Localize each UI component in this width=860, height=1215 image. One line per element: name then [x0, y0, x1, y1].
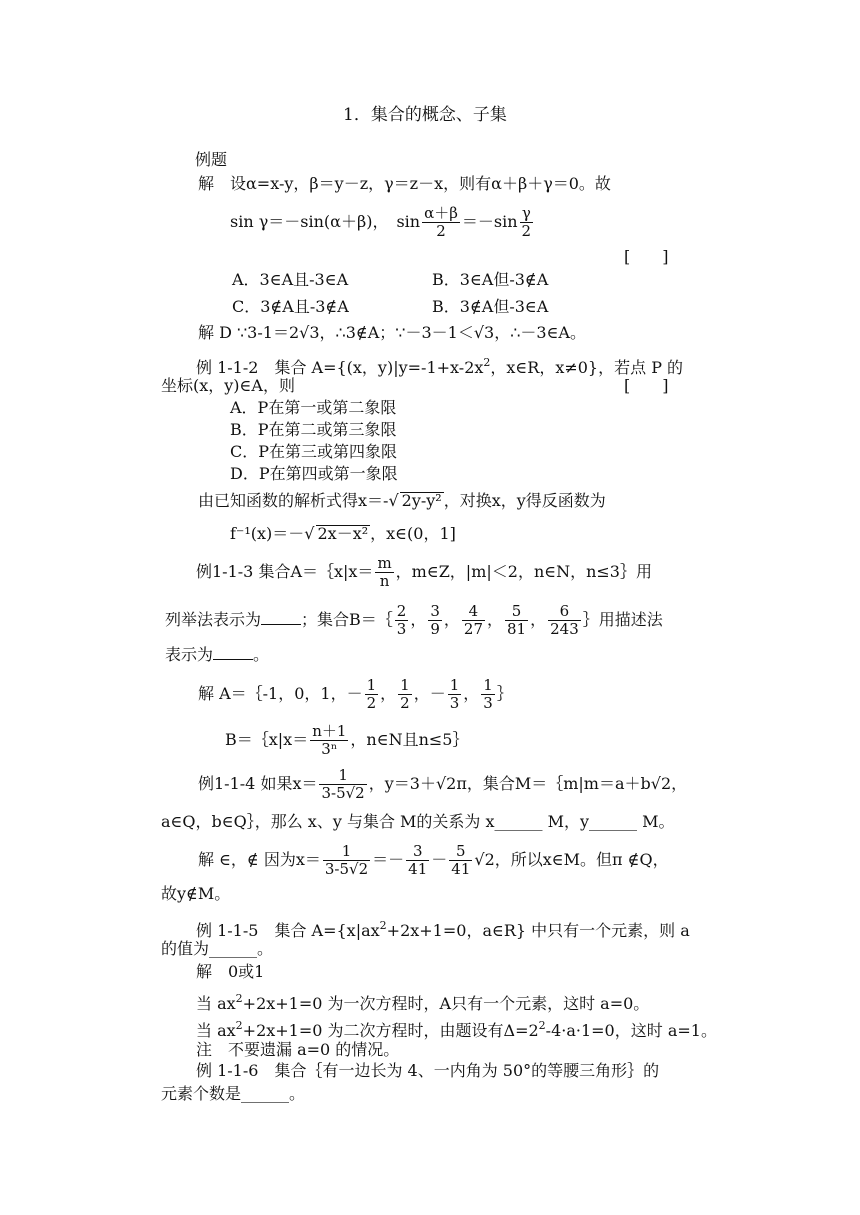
- ex2-solution: 由已知函数的解析式得x＝-√ 2y-y² ，对换x，y得反函数为: [198, 491, 606, 510]
- ex5-line1: 例 1-1-5 集合 $A=\{x|ax^2+2x+1=0$，a∈R} 中只有一个元素，则 a: [196, 919, 690, 940]
- ex4-line1: 例1-1-4 如果x＝ $\frac{1}{3-5√2}$ ，y＝3＋√2π，集合M＝｛m|m＝a＋b√2，: [198, 766, 688, 802]
- answer-bracket: [ ]: [624, 376, 669, 395]
- option-a: A．P在第一或第二象限: [230, 398, 397, 417]
- answer-bracket: [ ]: [624, 247, 669, 266]
- ex2-inverse: f⁻¹(x)＝－√ 2x－x² ，x∈(0，1]: [230, 524, 456, 543]
- ex3-line1: 例1-1-3 集合A＝｛x|x＝ $\frac{m}{n}$ ，m∈Z，|m|＜2，n∈N，n≤3｝用: [196, 554, 652, 590]
- option-b: B．3∈A但-3∉A: [432, 270, 549, 289]
- ex1-solution-line: 解 设α=x-y，β＝y－z，γ＝z－x，则有α＋β＋γ＝0。故: [198, 174, 611, 193]
- eq-part: sin γ＝－sin(α＋β)， sin: [230, 212, 421, 231]
- option-c: C．3∉A且-3∉A: [232, 297, 349, 316]
- option-a: A．3∈A且-3∈A: [232, 270, 349, 289]
- ex6-line2: 元素个数是______。: [161, 1084, 306, 1103]
- ex5-line2: 的值为______。: [161, 939, 274, 958]
- ex3-solution-b: B＝｛x|x＝ $\frac{n+1}{\text{3ⁿ}}$ ，n∈N且n≤5｝: [225, 722, 469, 758]
- ex4-solution: 解 ∈，∉ 因为x＝ $\frac{1}{3-5√2}$ ＝－ $\frac{3}{41}$ － $\frac{5}{41}$ √2，所以x∈M。但π ∉Q，: [198, 842, 669, 878]
- option-c: C．P在第三或第四象限: [230, 442, 398, 461]
- ex4-line2: a∈Q，b∈Q｝，那么 x、y 与集合 M的关系为 x______ M，y______ M。: [161, 812, 675, 831]
- ex6-line1: 例 1-1-6 集合｛有一边长为 4、一内角为 50°的等腰三角形｝的: [196, 1061, 660, 1080]
- section-heading: 例题: [195, 150, 228, 169]
- ex1-solution: 解 D ∵3-1＝2√3，∴3∉A；∵－3－1＜√3，∴－3∈A。: [198, 323, 586, 342]
- ex4-conclusion: 故y∉M。: [161, 884, 231, 903]
- ex5-note: 注 不要遗漏 a=0 的情况。: [196, 1040, 400, 1059]
- option-d: D．P在第四或第一象限: [230, 464, 398, 483]
- eq-part: ＝－sin: [461, 212, 518, 231]
- ex3-line2: 列举法表示为 ；集合B＝｛ $\frac{2}{3}$ ， $\frac{3}{9}$ ， $\frac{4}{27}$ ， $\frac{5}{81}$ ， $\frac{6}{243}$ ｝用描述法: [165, 602, 663, 638]
- fraction: $\frac{\alpha+\beta}{2}$: [424, 204, 458, 240]
- ex3-line3: 表示为 。: [165, 645, 270, 664]
- option-d: B．3∉A但-3∈A: [432, 297, 549, 316]
- ex5-solution: 解 0或1: [196, 962, 265, 981]
- ex2-line2: 坐标(x，y)∈A，则: [161, 376, 295, 395]
- ex5-case1: 当 $ax^2+2x+1=0$ 为一次方程时，A只有一个元素，这时 a=0。: [196, 992, 650, 1013]
- fraction: $\frac{\gamma}{2}$: [521, 204, 532, 240]
- ex2-line1: 例 1-1-2 集合 A={(x，$y)|y=-1+x-2x^2$，x∈R，x≠0}，若点 P 的: [196, 356, 684, 377]
- option-b: B．P在第二或第三象限: [230, 420, 397, 439]
- ex5-case2: 当 $ax^2+2x+1=0$ 为二次方程时，由题设有$\Delta=2^2-4\cdot a\cdot 1=0$，这时 a=1。: [196, 1019, 717, 1040]
- ex1-equation: [230, 200, 535, 244]
- page-title: 1．集合的概念、子集: [343, 105, 507, 125]
- ex3-solution-a: 解 A＝｛-1，0，1，－ $\frac{1}{2}$ ， $\frac{1}{2}$ ，－ $\frac{1}{3}$ ， $\frac{1}{3}$ ｝: [198, 676, 513, 712]
